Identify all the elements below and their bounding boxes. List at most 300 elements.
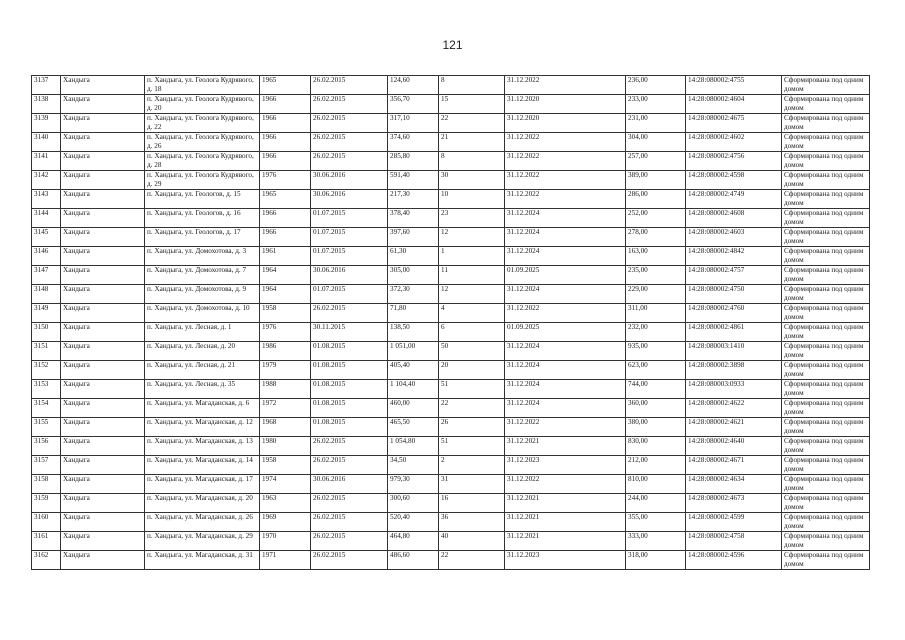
cell-address: п. Хандыга, ул. Лесная, д. 21: [145, 361, 260, 380]
cell-row-number: 3140: [32, 133, 61, 152]
cell-cost: 389,00: [626, 171, 686, 190]
cell-build-year: 1961: [260, 247, 311, 266]
cell-status: Сформирована под одним домом: [782, 475, 870, 494]
cell-row-number: 3151: [32, 342, 61, 361]
cell-build-year: 1966: [260, 152, 311, 171]
cell-cadastral-number: 14:28:080002:4608: [686, 209, 782, 228]
cell-status: Сформирована под одним домом: [782, 266, 870, 285]
cell-planned-date: 31.12.2022: [505, 133, 626, 152]
table-row: [32, 532, 870, 551]
table-row: [32, 418, 870, 437]
cell-cost: 257,00: [626, 152, 686, 171]
cell-row-number: 3147: [32, 266, 61, 285]
cell-area: 71,80: [388, 304, 439, 323]
cell-cadastral-number: 14:28:080002:4749: [686, 190, 782, 209]
cell-record-date: 26.02.2015: [311, 152, 388, 171]
cell-record-date: 01.08.2015: [311, 418, 388, 437]
cell-build-year: 1966: [260, 228, 311, 247]
cell-planned-date: 31.12.2024: [505, 380, 626, 399]
cell-residents-count: 51: [439, 380, 505, 399]
cell-cadastral-number: 14:28:080002:4861: [686, 323, 782, 342]
cell-cost: 355,00: [626, 513, 686, 532]
table-row: [32, 171, 870, 190]
cell-settlement: Хандыга: [61, 304, 145, 323]
cell-build-year: 1964: [260, 285, 311, 304]
cell-settlement: Хандыга: [61, 228, 145, 247]
table-row: [32, 323, 870, 342]
cell-address: п. Хандыга, ул. Магаданская, д. 17: [145, 475, 260, 494]
cell-record-date: 26.02.2015: [311, 494, 388, 513]
cell-status: Сформирована под одним домом: [782, 190, 870, 209]
cell-status: Сформирована под одним домом: [782, 247, 870, 266]
cell-cost: 163,00: [626, 247, 686, 266]
cell-planned-date: 31.12.2020: [505, 95, 626, 114]
cell-record-date: 30.06.2016: [311, 171, 388, 190]
cell-residents-count: 40: [439, 532, 505, 551]
cell-cadastral-number: 14:28:080002:3898: [686, 361, 782, 380]
cell-build-year: 1974: [260, 475, 311, 494]
cell-cost: 212,00: [626, 456, 686, 475]
cell-build-year: 1966: [260, 133, 311, 152]
cell-build-year: 1964: [260, 266, 311, 285]
cell-area: 356,70: [388, 95, 439, 114]
cell-area: 591,40: [388, 171, 439, 190]
table-row: [32, 342, 870, 361]
cell-cost: 935,00: [626, 342, 686, 361]
cell-status: Сформирована под одним домом: [782, 228, 870, 247]
cell-row-number: 3153: [32, 380, 61, 399]
cell-planned-date: 31.12.2022: [505, 152, 626, 171]
cell-settlement: Хандыга: [61, 551, 145, 570]
cell-address: п. Хандыга, ул. Геологов, д. 15: [145, 190, 260, 209]
cell-cadastral-number: 14:28:080002:4599: [686, 513, 782, 532]
cell-settlement: Хандыга: [61, 513, 145, 532]
cell-residents-count: 20: [439, 361, 505, 380]
cell-address: п. Хандыга, ул. Лесная, д. 20: [145, 342, 260, 361]
cell-residents-count: 15: [439, 95, 505, 114]
table-row: [32, 399, 870, 418]
cell-address: п. Хандыга, ул. Лесная, д. 1: [145, 323, 260, 342]
cell-residents-count: 22: [439, 114, 505, 133]
cell-build-year: 1980: [260, 437, 311, 456]
cell-residents-count: 16: [439, 494, 505, 513]
table-row: [32, 95, 870, 114]
cell-area: 285,80: [388, 152, 439, 171]
cell-cadastral-number: 14:28:080002:4596: [686, 551, 782, 570]
cell-settlement: Хандыга: [61, 380, 145, 399]
cell-cadastral-number: 14:28:080002:4757: [686, 266, 782, 285]
cell-row-number: 3145: [32, 228, 61, 247]
cell-row-number: 3148: [32, 285, 61, 304]
cell-record-date: 01.07.2015: [311, 247, 388, 266]
cell-planned-date: 31.12.2020: [505, 114, 626, 133]
cell-cadastral-number: 14:28:080002:4755: [686, 76, 782, 95]
cell-planned-date: 31.12.2023: [505, 456, 626, 475]
cell-cost: 744,00: [626, 380, 686, 399]
cell-build-year: 1986: [260, 342, 311, 361]
cell-status: Сформирована под одним домом: [782, 304, 870, 323]
cell-status: Сформирована под одним домом: [782, 95, 870, 114]
cell-row-number: 3154: [32, 399, 61, 418]
cell-status: Сформирована под одним домом: [782, 342, 870, 361]
cell-residents-count: 1: [439, 247, 505, 266]
cell-settlement: Хандыга: [61, 76, 145, 95]
cell-record-date: 30.06.2016: [311, 190, 388, 209]
cell-record-date: 30.11.2015: [311, 323, 388, 342]
cell-status: Сформирована под одним домом: [782, 285, 870, 304]
cell-settlement: Хандыга: [61, 494, 145, 513]
cell-status: Сформирована под одним домом: [782, 114, 870, 133]
cell-planned-date: 01.09.2025: [505, 323, 626, 342]
cell-status: Сформирована под одним домом: [782, 456, 870, 475]
cell-area: 300,60: [388, 494, 439, 513]
cell-status: Сформирована под одним домом: [782, 399, 870, 418]
table-row: [32, 513, 870, 532]
cell-area: 61,30: [388, 247, 439, 266]
cell-settlement: Хандыга: [61, 361, 145, 380]
cell-area: 34,50: [388, 456, 439, 475]
cell-cost: 236,00: [626, 76, 686, 95]
cell-cadastral-number: 14:28:080002:4604: [686, 95, 782, 114]
cell-status: Сформирована под одним домом: [782, 76, 870, 95]
cell-build-year: 1979: [260, 361, 311, 380]
cell-address: п. Хандыга, ул. Домохотова, д. 10: [145, 304, 260, 323]
cell-planned-date: 31.12.2021: [505, 494, 626, 513]
cell-area: 374,60: [388, 133, 439, 152]
cell-row-number: 3143: [32, 190, 61, 209]
cell-cadastral-number: 14:28:080002:4750: [686, 285, 782, 304]
housing-registry-table: [31, 75, 870, 570]
cell-row-number: 3158: [32, 475, 61, 494]
cell-cost: 810,00: [626, 475, 686, 494]
cell-row-number: 3161: [32, 532, 61, 551]
cell-cadastral-number: 14:28:080002:4842: [686, 247, 782, 266]
cell-address: п. Хандыга, ул. Геолога Кудрявого, д. 29: [145, 171, 260, 190]
cell-build-year: 1970: [260, 532, 311, 551]
cell-cadastral-number: 14:28:080002:4621: [686, 418, 782, 437]
table-row: [32, 437, 870, 456]
cell-row-number: 3149: [32, 304, 61, 323]
cell-row-number: 3152: [32, 361, 61, 380]
cell-cost: 333,00: [626, 532, 686, 551]
cell-status: Сформирована под одним домом: [782, 361, 870, 380]
cell-cost: 623,00: [626, 361, 686, 380]
cell-build-year: 1965: [260, 76, 311, 95]
cell-cost: 360,00: [626, 399, 686, 418]
cell-build-year: 1976: [260, 323, 311, 342]
cell-address: п. Хандыга, ул. Геологов, д. 16: [145, 209, 260, 228]
cell-cadastral-number: 14:28:080002:4622: [686, 399, 782, 418]
cell-row-number: 3162: [32, 551, 61, 570]
cell-residents-count: 12: [439, 285, 505, 304]
cell-record-date: 26.02.2015: [311, 437, 388, 456]
cell-residents-count: 21: [439, 133, 505, 152]
cell-cost: 304,00: [626, 133, 686, 152]
cell-row-number: 3159: [32, 494, 61, 513]
cell-residents-count: 50: [439, 342, 505, 361]
cell-area: 464,80: [388, 532, 439, 551]
cell-planned-date: 31.12.2024: [505, 361, 626, 380]
cell-build-year: 1976: [260, 171, 311, 190]
cell-address: п. Хандыга, ул. Магаданская, д. 12: [145, 418, 260, 437]
cell-row-number: 3157: [32, 456, 61, 475]
cell-status: Сформирована под одним домом: [782, 437, 870, 456]
cell-row-number: 3138: [32, 95, 61, 114]
cell-address: п. Хандыга, ул. Магаданская, д. 20: [145, 494, 260, 513]
cell-record-date: 30.06.2016: [311, 475, 388, 494]
cell-cadastral-number: 14:28:080002:4760: [686, 304, 782, 323]
cell-address: п. Хандыга, ул. Магаданская, д. 26: [145, 513, 260, 532]
table-row: [32, 209, 870, 228]
table-row: [32, 247, 870, 266]
cell-cost: 830,00: [626, 437, 686, 456]
cell-build-year: 1958: [260, 304, 311, 323]
table-row: [32, 456, 870, 475]
cell-planned-date: 31.12.2024: [505, 285, 626, 304]
cell-record-date: 26.02.2015: [311, 532, 388, 551]
cell-residents-count: 8: [439, 76, 505, 95]
cell-area: 317,10: [388, 114, 439, 133]
cell-settlement: Хандыга: [61, 152, 145, 171]
table-row: [32, 152, 870, 171]
cell-build-year: 1988: [260, 380, 311, 399]
cell-row-number: 3150: [32, 323, 61, 342]
cell-cost: 286,00: [626, 190, 686, 209]
cell-residents-count: 23: [439, 209, 505, 228]
cell-residents-count: 10: [439, 190, 505, 209]
cell-address: п. Хандыга, ул. Геолога Кудрявого, д. 18: [145, 76, 260, 95]
table-body: [32, 76, 870, 570]
cell-planned-date: 31.12.2021: [505, 513, 626, 532]
table-row: [32, 190, 870, 209]
cell-settlement: Хандыга: [61, 437, 145, 456]
cell-address: п. Хандыга, ул. Геолога Кудрявого, д. 28: [145, 152, 260, 171]
cell-planned-date: 31.12.2022: [505, 418, 626, 437]
cell-settlement: Хандыга: [61, 418, 145, 437]
table-row: [32, 133, 870, 152]
cell-settlement: Хандыга: [61, 133, 145, 152]
cell-record-date: 01.08.2015: [311, 380, 388, 399]
cell-build-year: 1963: [260, 494, 311, 513]
cell-address: п. Хандыга, ул. Домохотова, д. 3: [145, 247, 260, 266]
cell-build-year: 1966: [260, 209, 311, 228]
cell-area: 520,40: [388, 513, 439, 532]
cell-record-date: 26.02.2015: [311, 304, 388, 323]
table-row: [32, 285, 870, 304]
cell-cost: 233,00: [626, 95, 686, 114]
cell-cost: 235,00: [626, 266, 686, 285]
cell-row-number: 3155: [32, 418, 61, 437]
cell-build-year: 1972: [260, 399, 311, 418]
cell-record-date: 30.06.2016: [311, 266, 388, 285]
table-row: [32, 114, 870, 133]
cell-cost: 231,00: [626, 114, 686, 133]
cell-residents-count: 11: [439, 266, 505, 285]
cell-residents-count: 51: [439, 437, 505, 456]
cell-planned-date: 31.12.2021: [505, 437, 626, 456]
cell-planned-date: 31.12.2024: [505, 209, 626, 228]
cell-status: Сформирована под одним домом: [782, 152, 870, 171]
cell-settlement: Хандыга: [61, 171, 145, 190]
cell-area: 1 104,40: [388, 380, 439, 399]
cell-planned-date: 31.12.2022: [505, 304, 626, 323]
cell-record-date: 01.08.2015: [311, 342, 388, 361]
cell-residents-count: 22: [439, 399, 505, 418]
table-row: [32, 266, 870, 285]
cell-residents-count: 31: [439, 475, 505, 494]
table-row: [32, 494, 870, 513]
cell-settlement: Хандыга: [61, 399, 145, 418]
cell-address: п. Хандыга, ул. Магаданская, д. 14: [145, 456, 260, 475]
cell-status: Сформирована под одним домом: [782, 532, 870, 551]
cell-residents-count: 2: [439, 456, 505, 475]
cell-address: п. Хандыга, ул. Лесная, д. 35: [145, 380, 260, 399]
cell-build-year: 1969: [260, 513, 311, 532]
cell-settlement: Хандыга: [61, 247, 145, 266]
cell-planned-date: 31.12.2022: [505, 76, 626, 95]
cell-row-number: 3156: [32, 437, 61, 456]
cell-status: Сформирована под одним домом: [782, 418, 870, 437]
cell-residents-count: 26: [439, 418, 505, 437]
cell-build-year: 1966: [260, 114, 311, 133]
cell-build-year: 1968: [260, 418, 311, 437]
cell-settlement: Хандыга: [61, 323, 145, 342]
cell-status: Сформирована под одним домом: [782, 323, 870, 342]
cell-cadastral-number: 14:28:080002:4598: [686, 171, 782, 190]
cell-address: п. Хандыга, ул. Геолога Кудрявого, д. 22: [145, 114, 260, 133]
cell-record-date: 01.08.2015: [311, 399, 388, 418]
cell-status: Сформирована под одним домом: [782, 513, 870, 532]
cell-planned-date: 31.12.2024: [505, 247, 626, 266]
cell-status: Сформирована под одним домом: [782, 209, 870, 228]
cell-record-date: 01.08.2015: [311, 361, 388, 380]
cell-settlement: Хандыга: [61, 456, 145, 475]
cell-area: 486,60: [388, 551, 439, 570]
cell-address: п. Хандыга, ул. Геолога Кудрявого, д. 20: [145, 95, 260, 114]
cell-record-date: 01.07.2015: [311, 285, 388, 304]
cell-cadastral-number: 14:28:080002:4640: [686, 437, 782, 456]
cell-address: п. Хандыга, ул. Магаданская, д. 13: [145, 437, 260, 456]
table-row: [32, 380, 870, 399]
cell-cost: 380,00: [626, 418, 686, 437]
cell-cost: 311,00: [626, 304, 686, 323]
cell-settlement: Хандыга: [61, 190, 145, 209]
cell-area: 1 054,80: [388, 437, 439, 456]
cell-status: Сформирована под одним домом: [782, 494, 870, 513]
cell-status: Сформирована под одним домом: [782, 133, 870, 152]
cell-row-number: 3160: [32, 513, 61, 532]
cell-address: п. Хандыга, ул. Магаданская, д. 31: [145, 551, 260, 570]
cell-planned-date: 31.12.2022: [505, 190, 626, 209]
cell-settlement: Хандыга: [61, 285, 145, 304]
cell-record-date: 26.02.2015: [311, 133, 388, 152]
table-row: [32, 551, 870, 570]
cell-cost: 229,00: [626, 285, 686, 304]
cell-residents-count: 12: [439, 228, 505, 247]
table-row: [32, 304, 870, 323]
cell-cadastral-number: 14:28:080002:4673: [686, 494, 782, 513]
cell-status: Сформирована под одним домом: [782, 171, 870, 190]
cell-residents-count: 22: [439, 551, 505, 570]
cell-cadastral-number: 14:28:080002:4758: [686, 532, 782, 551]
cell-settlement: Хандыга: [61, 475, 145, 494]
table-row: [32, 76, 870, 95]
cell-cadastral-number: 14:28:080002:4634: [686, 475, 782, 494]
cell-cost: 318,00: [626, 551, 686, 570]
cell-cadastral-number: 14:28:080002:4603: [686, 228, 782, 247]
cell-address: п. Хандыга, ул. Геолога Кудрявого, д. 26: [145, 133, 260, 152]
cell-settlement: Хандыга: [61, 266, 145, 285]
cell-cost: 278,00: [626, 228, 686, 247]
cell-planned-date: 31.12.2024: [505, 228, 626, 247]
cell-area: 465,50: [388, 418, 439, 437]
cell-planned-date: 31.12.2022: [505, 475, 626, 494]
cell-area: 372,30: [388, 285, 439, 304]
cell-settlement: Хандыга: [61, 95, 145, 114]
cell-cadastral-number: 14:28:080003:0933: [686, 380, 782, 399]
cell-row-number: 3142: [32, 171, 61, 190]
cell-planned-date: 31.12.2024: [505, 342, 626, 361]
cell-planned-date: 31.12.2023: [505, 551, 626, 570]
cell-address: п. Хандыга, ул. Геологов, д. 17: [145, 228, 260, 247]
cell-cadastral-number: 14:28:080002:4675: [686, 114, 782, 133]
cell-cost: 244,00: [626, 494, 686, 513]
cell-planned-date: 31.12.2024: [505, 399, 626, 418]
cell-row-number: 3137: [32, 76, 61, 95]
cell-planned-date: 31.12.2021: [505, 532, 626, 551]
cell-address: п. Хандыга, ул. Домохотова, д. 9: [145, 285, 260, 304]
cell-area: 138,50: [388, 323, 439, 342]
cell-area: 979,30: [388, 475, 439, 494]
cell-cost: 252,00: [626, 209, 686, 228]
cell-build-year: 1958: [260, 456, 311, 475]
cell-row-number: 3146: [32, 247, 61, 266]
cell-record-date: 01.07.2015: [311, 228, 388, 247]
cell-row-number: 3139: [32, 114, 61, 133]
cell-planned-date: 31.12.2022: [505, 171, 626, 190]
cell-area: 405,40: [388, 361, 439, 380]
cell-cost: 232,00: [626, 323, 686, 342]
cell-record-date: 01.07.2015: [311, 209, 388, 228]
cell-residents-count: 36: [439, 513, 505, 532]
cell-residents-count: 30: [439, 171, 505, 190]
cell-area: 460,00: [388, 399, 439, 418]
page-number: 121: [442, 38, 463, 52]
cell-area: 124,60: [388, 76, 439, 95]
cell-row-number: 3144: [32, 209, 61, 228]
cell-settlement: Хандыга: [61, 209, 145, 228]
cell-planned-date: 01.09.2025: [505, 266, 626, 285]
cell-record-date: 26.02.2015: [311, 76, 388, 95]
table-row: [32, 361, 870, 380]
cell-area: 397,60: [388, 228, 439, 247]
cell-area: 217,30: [388, 190, 439, 209]
cell-build-year: 1965: [260, 190, 311, 209]
cell-status: Сформирована под одним домом: [782, 551, 870, 570]
cell-area: 378,40: [388, 209, 439, 228]
cell-status: Сформирована под одним домом: [782, 380, 870, 399]
cell-settlement: Хандыга: [61, 342, 145, 361]
cell-address: п. Хандыга, ул. Магаданская, д. 29: [145, 532, 260, 551]
cell-build-year: 1966: [260, 95, 311, 114]
cell-record-date: 26.02.2015: [311, 551, 388, 570]
cell-cadastral-number: 14:28:080003:1410: [686, 342, 782, 361]
cell-area: 1 051,00: [388, 342, 439, 361]
cell-residents-count: 8: [439, 152, 505, 171]
cell-record-date: 26.02.2015: [311, 456, 388, 475]
cell-cadastral-number: 14:28:080002:4756: [686, 152, 782, 171]
cell-cadastral-number: 14:28:080002:4602: [686, 133, 782, 152]
